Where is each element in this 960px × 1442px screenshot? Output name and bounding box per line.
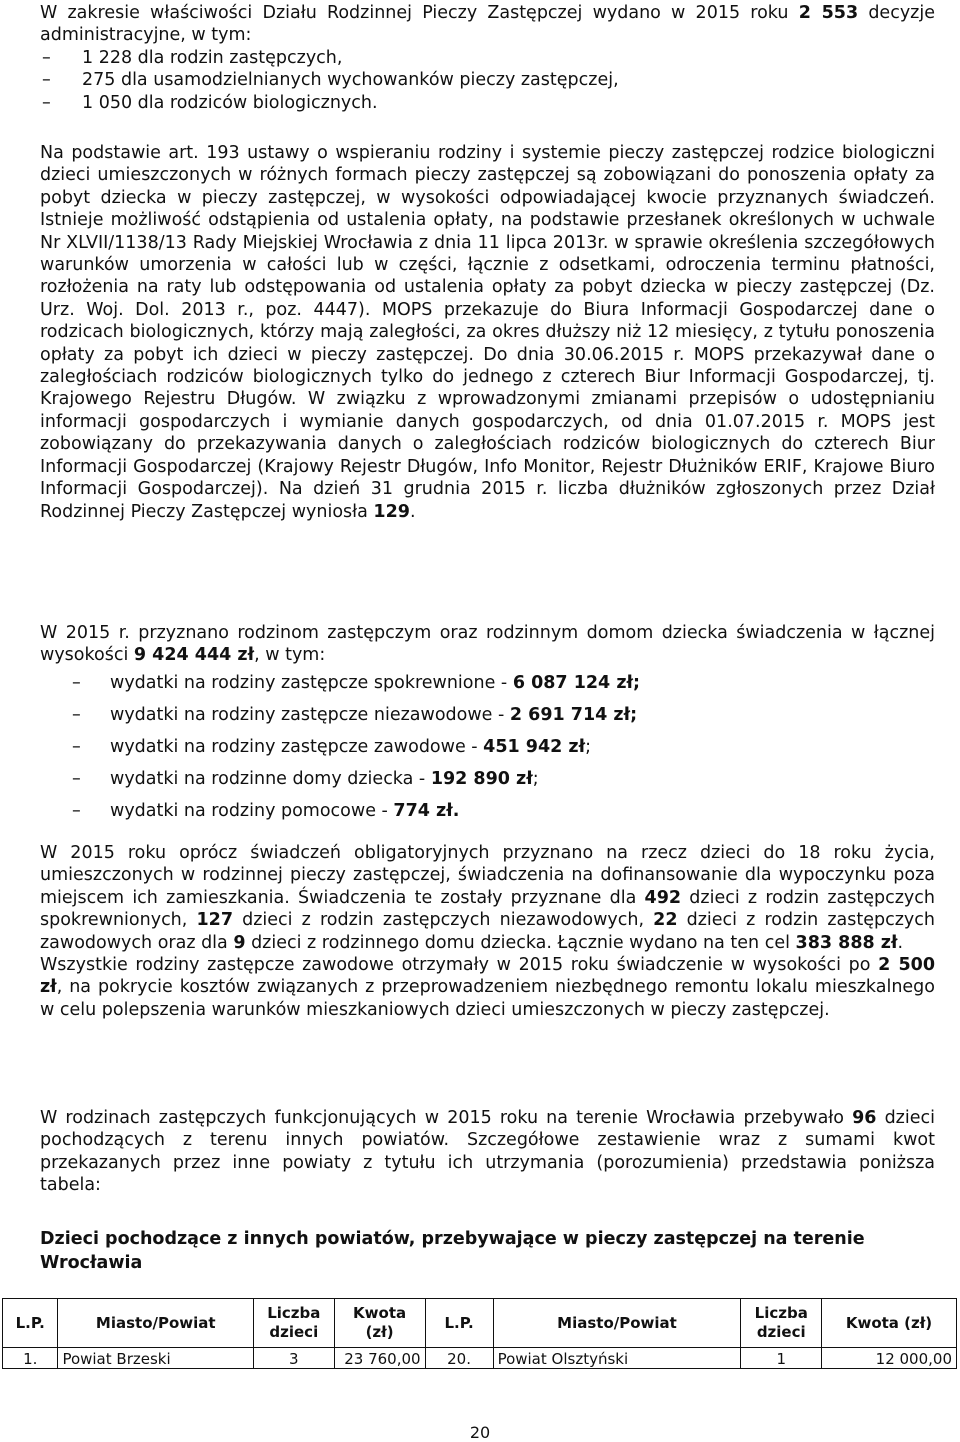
expense-label: wydatki na rodzinne domy dziecka -: [110, 768, 431, 789]
benefits-text: W 2015 r. przyznano rodzinom zastępczym oraz rodzinnym domom dziecka świadczenia w łącznej wysokości: [40, 623, 935, 666]
cell-city: Powiat Olsztyński: [493, 1348, 741, 1369]
other-districts-text: W rodzinach zastępczych funkcjonujących w 2015 roku na terenie Wrocławia przebywało: [40, 1108, 853, 1128]
header-lp: L.P.: [3, 1299, 58, 1348]
intro-section: [40, 2, 935, 114]
header-children: Liczba dzieci: [741, 1299, 822, 1348]
debtors-count: 129: [373, 501, 410, 522]
cell-amount: 12 000,00: [822, 1348, 957, 1369]
expense-item: – wydatki na rodzinne domy dziecka - 192 890 zł;: [72, 768, 539, 789]
districts-table: [2, 1298, 957, 1369]
benefits-section: [40, 622, 935, 827]
cell-amount: 23 760,00: [334, 1348, 425, 1369]
list-item-text: 275 dla usamodzielnianych wychowanków pieczy zastępczej,: [82, 70, 619, 91]
expense-amount: 6 087 124 zł;: [512, 672, 641, 693]
cell-children: 1: [741, 1348, 822, 1369]
header-city: Miasto/Powiat: [493, 1299, 741, 1348]
list-item-text: 1 228 dla rodzin zastępczych,: [82, 47, 343, 68]
fees-text: Na podstawie art. 193 ustawy o wspieraniu rodziny i systemie pieczy zastępczej rodzice biologiczni dzieci umieszczonych w różnych formach pieczy zastępczej są zobowiązani do ponoszenia opłaty za pobyt dziecka w pieczy zastępczej, w wysokości odpowiadającej kwocie przyznanych świadczeń. Istnieje możliwość odstąpienia od ustalenia opłaty, na podstawie przesłanek określonych w uchwale Nr XLVII/1138/13 Rady Miejskiej Wrocławia z dnia 11 lipca 2013r. w sprawie określenia szczegółowych warunków umorzenia w całości lub w części, łącznie z odsetkami, odroczenia terminu płatności, rozłożenia na raty lub odstępowania od ustalenia opłaty za pobyt dziecka w pieczy zastępczej (Dz. Urz. Woj. Dol. 2013 r., poz. 4447). MOPS przekazuje do Biura Informacji Gospodarczej dane o rodzicach biologicznych, którzy mają zaległości, za okres dłuższy niż 12 miesięcy, z tytułu ponoszenia opłaty za pobyt ich dzieci w pieczy zastępczej. Do dnia 30.06.2015 r. MOPS przekazywał dane o zaległościach rodziców biologicznych tylko do jednego z czterech Biur Informacji Gospodarczej, tj. Krajowego Rejestru Długów. W związku z wprowadzonymi zmianami przepisów o udostępnianiu informacji gospodarczych i wymianie danych gospodarczych, od dnia 01.07.2015 r. MOPS jest zobowiązany do przekazywania danych o zaległościach rodziców biologicznych do czterech Biur Informacji Gospodarczej (Krajowy Rejestr Długów, Info Monitor, Rejestr Dłużników ERIF, Krajowe Biuro Informacji Gospodarczej). Na dzień 31 grudnia 2015 r. liczba dłużników zgłoszonych przez Dział Rodzinnej Pieczy Zastępczej wyniosła: [40, 143, 935, 522]
expense-amount: 451 942 zł: [483, 736, 586, 757]
header-amount: Kwota (zł): [334, 1299, 425, 1348]
expense-item: – wydatki na rodziny zastępcze zawodowe - 451 942 zł;: [72, 736, 591, 757]
expense-amount: 2 691 714 zł;: [509, 704, 638, 725]
benefits-total: 9 424 444 zł: [133, 645, 255, 666]
expense-tail: ;: [532, 768, 539, 789]
expense-tail: ;: [585, 736, 591, 757]
table-title: Dzieci pochodzące z innych powiatów, przebywające w pieczy zastępczej na terenie Wrocławia: [40, 1229, 865, 1273]
count-professional: 22: [653, 910, 678, 931]
header-city: Miasto/Powiat: [58, 1299, 254, 1348]
expense-label: wydatki na rodziny pomocowe -: [110, 800, 394, 821]
intro-text-end: decyzje administracyjne, w tym:: [40, 3, 935, 46]
benefits-paragraph: [40, 622, 935, 667]
renovation-text: Wszystkie rodziny zastępcze zawodowe otrzymały w 2015 roku świadczenie w wysokości po: [40, 955, 879, 976]
count-family-home: 9: [233, 932, 246, 953]
vacation-paragraph: [40, 842, 935, 954]
renovation-paragraph: [40, 954, 935, 1021]
table-header-row: [3, 1299, 957, 1348]
list-item-text: 1 050 dla rodziców biologicznych.: [82, 92, 378, 113]
vacation-text: .: [897, 932, 904, 953]
expense-item: – wydatki na rodziny zastępcze spokrewnione - 6 087 124 zł;: [72, 672, 641, 693]
list-item: – 1 228 dla rodzin zastępczych,: [42, 47, 343, 68]
list-item: – 275 dla usamodzielnianych wychowanków pieczy zastępczej,: [42, 70, 619, 91]
cell-lp: 1.: [3, 1348, 58, 1369]
other-districts-text: dzieci pochodzących z terenu innych powiatów. Szczegółowe zestawienie wraz z sumami kwot przekazanych przez inne powiaty z tytułu ich utrzymania (porozumienia) przedstawia poniższa tabela:: [40, 1108, 935, 1196]
header-lp: L.P.: [425, 1299, 493, 1348]
vacation-text: dzieci z rodzinnego domu dziecka. Łącznie wydano na ten cel: [245, 932, 796, 953]
renovation-amount: 2 500 zł: [40, 955, 935, 998]
expense-label: wydatki na rodziny zastępcze spokrewnione -: [110, 672, 513, 693]
expense-item: – wydatki na rodziny pomocowe - 774 zł.: [72, 800, 460, 821]
cell-children: 3: [254, 1348, 335, 1369]
vacation-text: dzieci z rodzin zastępczych zawodowych oraz dla: [40, 910, 936, 953]
header-children: Liczba dzieci: [254, 1299, 335, 1348]
benefits-text-end: , w tym:: [254, 645, 326, 666]
other-districts-paragraph: [40, 1107, 935, 1197]
list-item: – 1 050 dla rodziców biologicznych.: [42, 92, 378, 113]
vacation-section: [40, 842, 935, 1021]
expense-amount: 774 zł.: [393, 800, 460, 821]
vacation-text: dzieci z rodzin zastępczych niezawodowych,: [233, 910, 654, 931]
cell-city: Powiat Brzeski: [58, 1348, 254, 1369]
header-amount: Kwota (zł): [822, 1299, 957, 1348]
other-districts-section: [40, 1107, 935, 1197]
decisions-count: 2 553: [798, 3, 859, 23]
page-number: 20: [469, 1423, 491, 1442]
fees-paragraph: [40, 142, 935, 523]
intro-paragraph: [40, 2, 935, 47]
expense-label: wydatki na rodziny zastępcze zawodowe -: [110, 736, 484, 757]
expense-label: wydatki na rodziny zastępcze niezawodowe -: [110, 704, 510, 725]
count-nonprofessional: 127: [196, 910, 233, 931]
vacation-text: W 2015 roku oprócz świadczeń obligatoryjnych przyznano na rzecz dzieci do 18 roku życia, umieszczonych w rodzinnej pieczy zastępczej, świadczenia na dofinansowanie dla wypoczynku poza miejscem ich zamieszkania. Świadczenia te zostały przyznane dla: [40, 843, 935, 908]
fees-text-end: .: [409, 501, 416, 522]
expense-item: – wydatki na rodziny zastępcze niezawodowe - 2 691 714 zł;: [72, 704, 638, 725]
fees-section: [40, 142, 935, 523]
cell-lp: 20.: [425, 1348, 493, 1369]
count-kinship: 492: [644, 887, 682, 908]
renovation-text: , na pokrycie kosztów związanych z przeprowadzeniem niezbędnego remontu lokalu mieszkalnego w celu polepszenia warunków mieszkaniowych dzieci umieszczonych w pieczy zastępczej.: [40, 977, 935, 1020]
intro-text: W zakresie właściwości Działu Rodzinnej Pieczy Zastępczej wydano w 2015 roku: [40, 3, 799, 23]
table-row: [3, 1348, 957, 1369]
vacation-text: dzieci z rodzin zastępczych spokrewnionych,: [40, 887, 935, 931]
other-districts-count: 96: [852, 1108, 877, 1128]
expense-amount: 192 890 zł: [430, 768, 533, 789]
vacation-total: 383 888 zł: [795, 932, 898, 953]
